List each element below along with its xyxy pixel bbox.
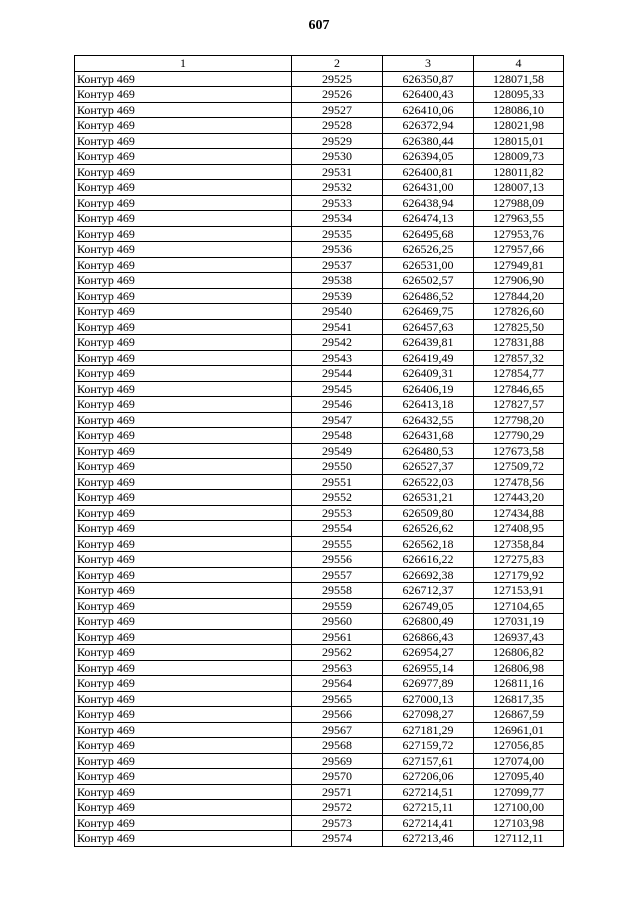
point-number-cell: 29528 bbox=[292, 118, 383, 134]
x-coordinate-cell: 626531,21 bbox=[383, 490, 474, 506]
contour-name-cell: Контур 469 bbox=[75, 288, 292, 304]
table-row bbox=[75, 738, 564, 754]
point-number-cell: 29529 bbox=[292, 133, 383, 149]
contour-name-cell: Контур 469 bbox=[75, 505, 292, 521]
x-coordinate-cell: 626394,05 bbox=[383, 149, 474, 165]
y-coordinate-cell: 128015,01 bbox=[474, 133, 564, 149]
point-number-cell: 29552 bbox=[292, 490, 383, 506]
x-coordinate-cell: 627215,11 bbox=[383, 800, 474, 816]
x-coordinate-cell: 626380,44 bbox=[383, 133, 474, 149]
contour-name-cell: Контур 469 bbox=[75, 319, 292, 335]
point-number-cell: 29556 bbox=[292, 552, 383, 568]
point-number-cell: 29530 bbox=[292, 149, 383, 165]
x-coordinate-cell: 626457,63 bbox=[383, 319, 474, 335]
contour-name-cell: Контур 469 bbox=[75, 133, 292, 149]
contour-name-cell: Контур 469 bbox=[75, 257, 292, 273]
table-row bbox=[75, 753, 564, 769]
table-row bbox=[75, 629, 564, 645]
point-number-cell: 29547 bbox=[292, 412, 383, 428]
table-row bbox=[75, 397, 564, 413]
point-number-cell: 29546 bbox=[292, 397, 383, 413]
table-row bbox=[75, 164, 564, 180]
table-row bbox=[75, 459, 564, 475]
point-number-cell: 29549 bbox=[292, 443, 383, 459]
point-number-cell: 29543 bbox=[292, 350, 383, 366]
table-row bbox=[75, 443, 564, 459]
contour-name-cell: Контур 469 bbox=[75, 645, 292, 661]
table-row bbox=[75, 71, 564, 87]
x-coordinate-cell: 626469,75 bbox=[383, 304, 474, 320]
table-row bbox=[75, 304, 564, 320]
point-number-cell: 29559 bbox=[292, 598, 383, 614]
contour-name-cell: Контур 469 bbox=[75, 598, 292, 614]
contour-name-cell: Контур 469 bbox=[75, 211, 292, 227]
y-coordinate-cell: 127153,91 bbox=[474, 583, 564, 599]
x-coordinate-cell: 626480,53 bbox=[383, 443, 474, 459]
y-coordinate-cell: 127099,77 bbox=[474, 784, 564, 800]
contour-name-cell: Контур 469 bbox=[75, 428, 292, 444]
point-number-cell: 29553 bbox=[292, 505, 383, 521]
contour-name-cell: Контур 469 bbox=[75, 815, 292, 831]
y-coordinate-cell: 127031,19 bbox=[474, 614, 564, 630]
point-number-cell: 29572 bbox=[292, 800, 383, 816]
contour-name-cell: Контур 469 bbox=[75, 707, 292, 723]
contour-name-cell: Контур 469 bbox=[75, 412, 292, 428]
x-coordinate-cell: 626400,81 bbox=[383, 164, 474, 180]
contour-name-cell: Контур 469 bbox=[75, 676, 292, 692]
table-row bbox=[75, 474, 564, 490]
y-coordinate-cell: 127957,66 bbox=[474, 242, 564, 258]
contour-name-cell: Контур 469 bbox=[75, 242, 292, 258]
table-row bbox=[75, 87, 564, 103]
contour-name-cell: Контур 469 bbox=[75, 366, 292, 382]
table-row bbox=[75, 614, 564, 630]
table-row bbox=[75, 660, 564, 676]
y-coordinate-cell: 126806,82 bbox=[474, 645, 564, 661]
x-coordinate-cell: 626502,57 bbox=[383, 273, 474, 289]
x-coordinate-cell: 627206,06 bbox=[383, 769, 474, 785]
table-row bbox=[75, 133, 564, 149]
x-coordinate-cell: 626431,68 bbox=[383, 428, 474, 444]
contour-name-cell: Контур 469 bbox=[75, 71, 292, 87]
contour-name-cell: Контур 469 bbox=[75, 180, 292, 196]
table-row bbox=[75, 536, 564, 552]
table-row bbox=[75, 521, 564, 537]
x-coordinate-cell: 626406,19 bbox=[383, 381, 474, 397]
y-coordinate-cell: 127434,88 bbox=[474, 505, 564, 521]
table-row bbox=[75, 784, 564, 800]
point-number-cell: 29531 bbox=[292, 164, 383, 180]
contour-name-cell: Контур 469 bbox=[75, 769, 292, 785]
contour-name-cell: Контур 469 bbox=[75, 397, 292, 413]
contour-name-cell: Контур 469 bbox=[75, 350, 292, 366]
contour-name-cell: Контур 469 bbox=[75, 164, 292, 180]
x-coordinate-cell: 626410,06 bbox=[383, 102, 474, 118]
y-coordinate-cell: 127831,88 bbox=[474, 335, 564, 351]
contour-name-cell: Контур 469 bbox=[75, 629, 292, 645]
table-row bbox=[75, 412, 564, 428]
contour-name-cell: Контур 469 bbox=[75, 273, 292, 289]
x-coordinate-cell: 626413,18 bbox=[383, 397, 474, 413]
contour-name-cell: Контур 469 bbox=[75, 583, 292, 599]
point-number-cell: 29536 bbox=[292, 242, 383, 258]
point-number-cell: 29574 bbox=[292, 831, 383, 847]
contour-name-cell: Контур 469 bbox=[75, 304, 292, 320]
table-row bbox=[75, 211, 564, 227]
y-coordinate-cell: 128011,82 bbox=[474, 164, 564, 180]
y-coordinate-cell: 128007,13 bbox=[474, 180, 564, 196]
table-row bbox=[75, 288, 564, 304]
contour-name-cell: Контур 469 bbox=[75, 459, 292, 475]
table-row bbox=[75, 366, 564, 382]
y-coordinate-cell: 127443,20 bbox=[474, 490, 564, 506]
y-coordinate-cell: 127179,92 bbox=[474, 567, 564, 583]
y-coordinate-cell: 127673,58 bbox=[474, 443, 564, 459]
y-coordinate-cell: 127949,81 bbox=[474, 257, 564, 273]
x-coordinate-cell: 626409,31 bbox=[383, 366, 474, 382]
table-row bbox=[75, 381, 564, 397]
y-coordinate-cell: 128086,10 bbox=[474, 102, 564, 118]
x-coordinate-cell: 626562,18 bbox=[383, 536, 474, 552]
point-number-cell: 29573 bbox=[292, 815, 383, 831]
column-header-2: 2 bbox=[292, 56, 383, 72]
contour-name-cell: Контур 469 bbox=[75, 536, 292, 552]
x-coordinate-cell: 626526,62 bbox=[383, 521, 474, 537]
point-number-cell: 29564 bbox=[292, 676, 383, 692]
y-coordinate-cell: 127790,29 bbox=[474, 428, 564, 444]
contour-name-cell: Контур 469 bbox=[75, 443, 292, 459]
point-number-cell: 29550 bbox=[292, 459, 383, 475]
y-coordinate-cell: 127963,55 bbox=[474, 211, 564, 227]
x-coordinate-cell: 626527,37 bbox=[383, 459, 474, 475]
contour-name-cell: Контур 469 bbox=[75, 567, 292, 583]
y-coordinate-cell: 127056,85 bbox=[474, 738, 564, 754]
contour-name-cell: Контур 469 bbox=[75, 102, 292, 118]
point-number-cell: 29527 bbox=[292, 102, 383, 118]
table-row bbox=[75, 428, 564, 444]
y-coordinate-cell: 126817,35 bbox=[474, 691, 564, 707]
y-coordinate-cell: 127104,65 bbox=[474, 598, 564, 614]
point-number-cell: 29571 bbox=[292, 784, 383, 800]
point-number-cell: 29566 bbox=[292, 707, 383, 723]
table-row bbox=[75, 552, 564, 568]
column-header-3: 3 bbox=[383, 56, 474, 72]
y-coordinate-cell: 127509,72 bbox=[474, 459, 564, 475]
table-row bbox=[75, 598, 564, 614]
contour-name-cell: Контур 469 bbox=[75, 722, 292, 738]
x-coordinate-cell: 626977,89 bbox=[383, 676, 474, 692]
point-number-cell: 29525 bbox=[292, 71, 383, 87]
point-number-cell: 29538 bbox=[292, 273, 383, 289]
table-row bbox=[75, 800, 564, 816]
y-coordinate-cell: 127988,09 bbox=[474, 195, 564, 211]
y-coordinate-cell: 127103,98 bbox=[474, 815, 564, 831]
x-coordinate-cell: 627214,41 bbox=[383, 815, 474, 831]
table-row bbox=[75, 149, 564, 165]
x-coordinate-cell: 627157,61 bbox=[383, 753, 474, 769]
x-coordinate-cell: 626419,49 bbox=[383, 350, 474, 366]
x-coordinate-cell: 626486,52 bbox=[383, 288, 474, 304]
contour-name-cell: Контур 469 bbox=[75, 831, 292, 847]
y-coordinate-cell: 127825,50 bbox=[474, 319, 564, 335]
x-coordinate-cell: 627098,27 bbox=[383, 707, 474, 723]
point-number-cell: 29537 bbox=[292, 257, 383, 273]
y-coordinate-cell: 127275,83 bbox=[474, 552, 564, 568]
table-row bbox=[75, 242, 564, 258]
x-coordinate-cell: 626439,81 bbox=[383, 335, 474, 351]
x-coordinate-cell: 627159,72 bbox=[383, 738, 474, 754]
contour-name-cell: Контур 469 bbox=[75, 195, 292, 211]
y-coordinate-cell: 127844,20 bbox=[474, 288, 564, 304]
x-coordinate-cell: 626712,37 bbox=[383, 583, 474, 599]
point-number-cell: 29565 bbox=[292, 691, 383, 707]
table-body bbox=[75, 71, 564, 846]
point-number-cell: 29560 bbox=[292, 614, 383, 630]
x-coordinate-cell: 626431,00 bbox=[383, 180, 474, 196]
contour-name-cell: Контур 469 bbox=[75, 800, 292, 816]
x-coordinate-cell: 626372,94 bbox=[383, 118, 474, 134]
contour-name-cell: Контур 469 bbox=[75, 552, 292, 568]
y-coordinate-cell: 128071,58 bbox=[474, 71, 564, 87]
x-coordinate-cell: 626522,03 bbox=[383, 474, 474, 490]
y-coordinate-cell: 126937,43 bbox=[474, 629, 564, 645]
contour-name-cell: Контур 469 bbox=[75, 335, 292, 351]
table-row bbox=[75, 769, 564, 785]
point-number-cell: 29548 bbox=[292, 428, 383, 444]
table-row bbox=[75, 350, 564, 366]
point-number-cell: 29555 bbox=[292, 536, 383, 552]
x-coordinate-cell: 627213,46 bbox=[383, 831, 474, 847]
y-coordinate-cell: 127826,60 bbox=[474, 304, 564, 320]
x-coordinate-cell: 626474,13 bbox=[383, 211, 474, 227]
table-row bbox=[75, 118, 564, 134]
point-number-cell: 29570 bbox=[292, 769, 383, 785]
contour-name-cell: Контур 469 bbox=[75, 118, 292, 134]
y-coordinate-cell: 127953,76 bbox=[474, 226, 564, 242]
table-row bbox=[75, 676, 564, 692]
x-coordinate-cell: 627181,29 bbox=[383, 722, 474, 738]
contour-name-cell: Контур 469 bbox=[75, 149, 292, 165]
y-coordinate-cell: 127358,84 bbox=[474, 536, 564, 552]
x-coordinate-cell: 627000,13 bbox=[383, 691, 474, 707]
table-row bbox=[75, 707, 564, 723]
y-coordinate-cell: 127100,00 bbox=[474, 800, 564, 816]
x-coordinate-cell: 626509,80 bbox=[383, 505, 474, 521]
point-number-cell: 29561 bbox=[292, 629, 383, 645]
x-coordinate-cell: 626616,22 bbox=[383, 552, 474, 568]
point-number-cell: 29558 bbox=[292, 583, 383, 599]
contour-name-cell: Контур 469 bbox=[75, 614, 292, 630]
y-coordinate-cell: 128095,33 bbox=[474, 87, 564, 103]
point-number-cell: 29569 bbox=[292, 753, 383, 769]
x-coordinate-cell: 626955,14 bbox=[383, 660, 474, 676]
contour-name-cell: Контур 469 bbox=[75, 474, 292, 490]
y-coordinate-cell: 127846,65 bbox=[474, 381, 564, 397]
point-number-cell: 29567 bbox=[292, 722, 383, 738]
x-coordinate-cell: 626800,49 bbox=[383, 614, 474, 630]
contour-name-cell: Контур 469 bbox=[75, 784, 292, 800]
table-row bbox=[75, 722, 564, 738]
table-row bbox=[75, 583, 564, 599]
y-coordinate-cell: 127857,32 bbox=[474, 350, 564, 366]
y-coordinate-cell: 126806,98 bbox=[474, 660, 564, 676]
y-coordinate-cell: 128009,73 bbox=[474, 149, 564, 165]
table-row bbox=[75, 319, 564, 335]
y-coordinate-cell: 126867,59 bbox=[474, 707, 564, 723]
table-row bbox=[75, 505, 564, 521]
table-row bbox=[75, 180, 564, 196]
point-number-cell: 29541 bbox=[292, 319, 383, 335]
x-coordinate-cell: 626432,55 bbox=[383, 412, 474, 428]
column-header-1: 1 bbox=[75, 56, 292, 72]
table-row bbox=[75, 226, 564, 242]
table-row bbox=[75, 335, 564, 351]
point-number-cell: 29568 bbox=[292, 738, 383, 754]
point-number-cell: 29551 bbox=[292, 474, 383, 490]
table-row bbox=[75, 102, 564, 118]
point-number-cell: 29535 bbox=[292, 226, 383, 242]
point-number-cell: 29544 bbox=[292, 366, 383, 382]
table-row bbox=[75, 195, 564, 211]
point-number-cell: 29557 bbox=[292, 567, 383, 583]
x-coordinate-cell: 626350,87 bbox=[383, 71, 474, 87]
y-coordinate-cell: 127827,57 bbox=[474, 397, 564, 413]
x-coordinate-cell: 627214,51 bbox=[383, 784, 474, 800]
table-row bbox=[75, 257, 564, 273]
point-number-cell: 29563 bbox=[292, 660, 383, 676]
contour-name-cell: Контур 469 bbox=[75, 490, 292, 506]
point-number-cell: 29533 bbox=[292, 195, 383, 211]
point-number-cell: 29539 bbox=[292, 288, 383, 304]
table-row bbox=[75, 490, 564, 506]
table-row bbox=[75, 645, 564, 661]
table-row bbox=[75, 691, 564, 707]
point-number-cell: 29526 bbox=[292, 87, 383, 103]
coordinates-table bbox=[74, 55, 564, 847]
contour-name-cell: Контур 469 bbox=[75, 521, 292, 537]
point-number-cell: 29532 bbox=[292, 180, 383, 196]
column-header-4: 4 bbox=[474, 56, 564, 72]
x-coordinate-cell: 626495,68 bbox=[383, 226, 474, 242]
x-coordinate-cell: 626400,43 bbox=[383, 87, 474, 103]
table-row bbox=[75, 831, 564, 847]
x-coordinate-cell: 626866,43 bbox=[383, 629, 474, 645]
header-row bbox=[75, 56, 564, 72]
y-coordinate-cell: 127798,20 bbox=[474, 412, 564, 428]
x-coordinate-cell: 626526,25 bbox=[383, 242, 474, 258]
contour-name-cell: Контур 469 bbox=[75, 753, 292, 769]
y-coordinate-cell: 127408,95 bbox=[474, 521, 564, 537]
point-number-cell: 29542 bbox=[292, 335, 383, 351]
point-number-cell: 29540 bbox=[292, 304, 383, 320]
table-row bbox=[75, 273, 564, 289]
x-coordinate-cell: 626692,38 bbox=[383, 567, 474, 583]
contour-name-cell: Контур 469 bbox=[75, 87, 292, 103]
y-coordinate-cell: 127478,56 bbox=[474, 474, 564, 490]
point-number-cell: 29545 bbox=[292, 381, 383, 397]
contour-name-cell: Контур 469 bbox=[75, 660, 292, 676]
point-number-cell: 29562 bbox=[292, 645, 383, 661]
y-coordinate-cell: 128021,98 bbox=[474, 118, 564, 134]
table-header bbox=[75, 56, 564, 72]
x-coordinate-cell: 626749,05 bbox=[383, 598, 474, 614]
contour-name-cell: Контур 469 bbox=[75, 738, 292, 754]
x-coordinate-cell: 626438,94 bbox=[383, 195, 474, 211]
point-number-cell: 29534 bbox=[292, 211, 383, 227]
y-coordinate-cell: 127074,00 bbox=[474, 753, 564, 769]
table-row bbox=[75, 815, 564, 831]
contour-name-cell: Контур 469 bbox=[75, 381, 292, 397]
y-coordinate-cell: 126811,16 bbox=[474, 676, 564, 692]
y-coordinate-cell: 127906,90 bbox=[474, 273, 564, 289]
y-coordinate-cell: 127854,77 bbox=[474, 366, 564, 382]
point-number-cell: 29554 bbox=[292, 521, 383, 537]
y-coordinate-cell: 127112,11 bbox=[474, 831, 564, 847]
x-coordinate-cell: 626531,00 bbox=[383, 257, 474, 273]
y-coordinate-cell: 127095,40 bbox=[474, 769, 564, 785]
contour-name-cell: Контур 469 bbox=[75, 226, 292, 242]
contour-name-cell: Контур 469 bbox=[75, 691, 292, 707]
x-coordinate-cell: 626954,27 bbox=[383, 645, 474, 661]
y-coordinate-cell: 126961,01 bbox=[474, 722, 564, 738]
table-row bbox=[75, 567, 564, 583]
page-number: 607 bbox=[308, 18, 330, 33]
